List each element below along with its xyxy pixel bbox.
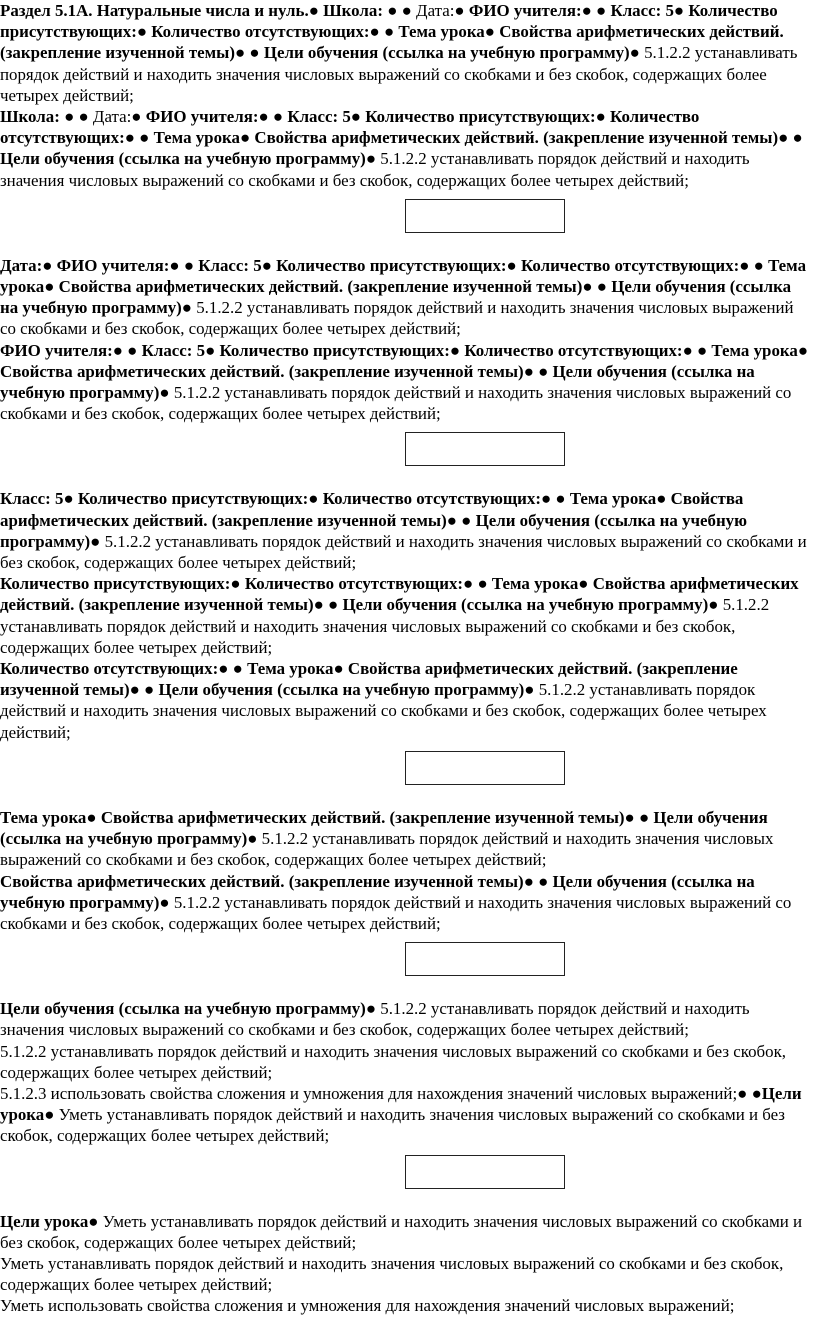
text-run: Уметь устанавливать порядок действий и находить значения числовых выражений со скобками и без скобок, содержащих более четырех действий; [0, 1211, 803, 1252]
paragraph [0, 1211, 816, 1253]
answer-box-row [0, 424, 816, 488]
text-run: Количество отсутствующих: [151, 22, 370, 42]
text-run: Количество присутствующих: [0, 574, 231, 594]
text-run: ● [205, 340, 220, 360]
paragraph [0, 658, 816, 743]
answer-box [405, 751, 565, 785]
text-run: Тема урока [491, 574, 579, 594]
text-run: ● [449, 340, 465, 360]
text-run: Количество присутствующих: [77, 489, 309, 509]
text-run: 5.1.2.3 использовать свойства сложения и умножения для нахождения значений числовых выражений; [0, 1083, 738, 1103]
text-run: Класс: 5 [0, 489, 64, 509]
text-run: Тема урока [0, 255, 807, 297]
text-run: Количество отсутствующих: [322, 489, 541, 509]
text-run: ● [86, 807, 101, 827]
text-run: Цели обучения (ссылка на учебную программу) [342, 595, 709, 615]
paragraph [0, 998, 816, 1040]
text-run: ● [230, 574, 245, 594]
answer-box [405, 942, 565, 976]
text-run: Уметь использовать свойства сложения и умножения для нахождения значений числовых выражений; [0, 1296, 735, 1316]
text-run: ● [88, 1211, 103, 1231]
text-run: ФИО учителя: [0, 340, 113, 360]
text-run: ● ● [258, 107, 288, 127]
text-run: ● [656, 489, 671, 509]
text-run: Свойства арифметических действий. (закрепление изученной темы) [0, 871, 524, 891]
answer-box [405, 1155, 565, 1189]
text-run: Школа: [323, 1, 388, 20]
text-run: ● [42, 255, 57, 275]
text-run: Свойства арифметических действий. (закрепление изученной темы) [254, 128, 779, 148]
text-run: ● [159, 892, 174, 912]
text-run: Цели урока [0, 1083, 802, 1125]
text-run: Тема урока [398, 22, 485, 42]
text-run: ● [308, 1, 324, 20]
text-run: 5.1.2.2 устанавливать порядок действий и находить значения числовых выражений со скобками и без скобок, содержащих более четырех действий; [0, 531, 807, 573]
paragraph [0, 1253, 816, 1295]
text-run: ● [454, 1, 469, 20]
text-run: Дата: [416, 1, 455, 20]
text-run: 5.1.2.2 устанавливать порядок действий и находить значения числовых выражений со скобками и без скобок, содержащих более четырех действий; [0, 298, 794, 339]
text-run: ● [595, 107, 611, 127]
text-run: ● [261, 255, 277, 275]
text-run: 5.1.2.2 устанавливать порядок действий и находить значения числовых выражений со скобками и без скобок, содержащих более четырех действий; [0, 999, 750, 1040]
text-run: ● [131, 107, 146, 127]
text-run: Количество отсутствующих: [520, 255, 740, 275]
text-run: ● [239, 128, 255, 148]
text-run: ФИО учителя: [145, 107, 259, 127]
text-run: ● ● [582, 277, 612, 297]
text-run: ● ● [682, 340, 712, 360]
text-run: ● ● [124, 128, 154, 148]
text-run: Цели урока [0, 1211, 89, 1231]
text-run: ● ● [778, 128, 803, 148]
text-run: Количество отсутствующих: [244, 574, 464, 594]
text-run: Цели обучения (ссылка на учебную программу) [0, 277, 792, 318]
text-run: ● ● [387, 1, 417, 20]
paragraph [0, 1295, 816, 1316]
answer-box [405, 432, 565, 466]
paragraph [0, 573, 816, 658]
text-run: Дата: [92, 107, 132, 127]
text-run: ● [181, 298, 197, 318]
text-run: ● [629, 43, 645, 63]
text-run: 5.1.2.2 устанавливать порядок действий и находить значения числовых выражений со скобками и без скобок, содержащих более четырех действий; [0, 892, 792, 933]
text-run: Уметь устанавливать порядок действий и находить значения числовых выражений со скобками и без скобок, содержащих более четырех действий; [0, 1105, 785, 1146]
text-run: Количество отсутствующих: [464, 340, 683, 360]
text-run: Свойства арифметических действий. (закрепление изученной темы) [0, 361, 524, 381]
text-run: Дата: [0, 255, 43, 275]
text-run: ● ● [624, 807, 654, 827]
text-run: Количество отсутствующих: [0, 659, 219, 679]
text-run: 5.1.2.2 устанавливать порядок действий и находить значения числовых выражений со скобками и без скобок, содержащих более четырех действий; [0, 1041, 786, 1082]
text-run: ФИО учителя: [468, 1, 582, 20]
text-run: Свойства арифметических действий. (закрепление изученной темы) [58, 277, 583, 297]
text-run: Количество присутствующих: [276, 255, 507, 275]
text-run: 5.1.2.2 устанавливать порядок действий и находить значения числовых выражений со скобками и без скобок, содержащих более четырех действий; [0, 43, 798, 105]
text-run: ● [365, 149, 381, 169]
text-run: Цели обучения (ссылка на учебную программу) [158, 680, 525, 700]
text-run: ● [247, 829, 262, 849]
text-run: Раздел 5.1А. Натуральные числа и нуль. [0, 1, 309, 20]
paragraph [0, 488, 816, 573]
text-run: ● ● [129, 680, 159, 700]
paragraph [0, 807, 816, 871]
answer-box-row [0, 934, 816, 998]
text-run: ● ● [523, 361, 553, 381]
text-run: Свойства арифметических действий. (закрепление изученной темы) [0, 659, 738, 700]
text-run: ● ● [64, 107, 93, 127]
text-run: 5.1.2.2 устанавливать порядок действий и находить значения числовых выражений со скобками и без скобок, содержащих более четырех действий; [0, 680, 767, 742]
text-run: Количество присутствующих: [0, 1, 778, 42]
answer-box-row [0, 191, 816, 255]
paragraph [0, 0, 816, 106]
text-run: ● ● [112, 340, 142, 360]
text-run: ● [365, 999, 381, 1019]
text-run: Количество отсутствующих: [0, 107, 700, 148]
text-run: ● [578, 574, 593, 594]
text-run: ● ● [169, 255, 199, 275]
text-run: Свойства арифметических действий. (закрепление изученной темы) [0, 22, 784, 63]
text-run: Класс: 5 [287, 107, 351, 127]
paragraph [0, 255, 816, 340]
text-run: Свойства арифметических действий. (закрепление изученной темы) [0, 489, 744, 530]
text-run: ● [44, 277, 59, 297]
text-run: 5.1.2.2 устанавливать порядок действий и находить значения числовых выражений со скобками и без скобок, содержащих более четырех действий; [0, 149, 750, 190]
text-run: ● ● [369, 22, 399, 42]
text-run: Цели обучения (ссылка на учебную программу) [0, 807, 768, 849]
text-run: 5.1.2.2 устанавливать порядок действий и находить значения числовых выражений со скобками и без скобок, содержащих более четырех действий; [0, 383, 792, 424]
answer-box [405, 199, 565, 233]
text-run: Количество присутствующих: [219, 340, 450, 360]
text-run: Тема урока [711, 340, 798, 360]
text-run: Тема урока [153, 128, 240, 148]
text-run: Цели обучения (ссылка на учебную программу) [0, 510, 748, 551]
text-run: ● [308, 489, 323, 509]
paragraph [0, 1041, 816, 1083]
text-run: ● [63, 489, 78, 509]
text-run: ● [673, 1, 689, 20]
text-run: Цели обучения (ссылка на учебную программу) [0, 999, 366, 1019]
text-run: ● [90, 531, 105, 551]
text-run: Школа: [0, 107, 65, 127]
text-run: ● [159, 383, 174, 403]
text-run: ● ● [234, 43, 264, 63]
text-run: ● [136, 22, 152, 42]
text-run: ● ● [739, 255, 769, 275]
text-run: Цели обучения (ссылка на учебную программу) [0, 361, 755, 403]
text-run: ● ● [581, 1, 611, 20]
text-run: ● [708, 595, 723, 615]
text-run: Класс: 5 [610, 1, 674, 20]
text-run: Свойства арифметических действий. (закрепление изученной темы) [0, 574, 799, 615]
text-run: ● ● [313, 595, 343, 615]
text-run: ● [350, 107, 366, 127]
paragraph [0, 1083, 816, 1147]
text-run: Уметь устанавливать порядок действий и находить значения числовых выражений со скобками и без скобок, содержащих более четырех действий; [0, 1253, 784, 1295]
answer-box-row [0, 743, 816, 807]
text-run: Класс: 5 [141, 340, 206, 360]
text-run: Свойства арифметических действий. (закрепление изученной темы) [100, 807, 625, 827]
text-run: ● ● [737, 1083, 762, 1103]
text-run: Тема урока [247, 659, 334, 679]
paragraph [0, 871, 816, 935]
text-run: ● ● [463, 574, 492, 594]
text-run: ● [484, 22, 500, 42]
text-run: Тема урока [0, 807, 87, 827]
paragraph [0, 106, 816, 191]
paragraph [0, 340, 816, 425]
text-run: ● ● [446, 510, 476, 530]
text-run: ● ● [540, 489, 570, 509]
text-run: 5.1.2.2 устанавливать порядок действий и находить значения числовых выражений со скобками и без скобок, содержащих более четырех действий; [0, 829, 774, 870]
text-run: Цели обучения (ссылка на учебную программу) [0, 871, 755, 912]
text-run: ● [333, 659, 348, 679]
text-run: ФИО учителя: [56, 255, 170, 275]
text-run: Тема урока [569, 489, 657, 509]
text-run: ● [797, 340, 809, 360]
text-run: 5.1.2.2 устанавливать порядок действий и находить значения числовых выражений со скобками и без скобок, содержащих более четырех действий; [0, 595, 770, 657]
text-run: Цели обучения (ссылка на учебную программу) [263, 43, 630, 63]
text-run: ● ● [523, 871, 553, 891]
text-run: ● [524, 680, 539, 700]
text-run: ● [506, 255, 521, 275]
text-run: Класс: 5 [198, 255, 262, 275]
text-run: Количество присутствующих: [365, 107, 596, 127]
text-run: Цели обучения (ссылка на учебную программу) [0, 149, 366, 169]
text-run: ● ● [218, 659, 248, 679]
answer-box-row [0, 1147, 816, 1211]
text-run: ● [44, 1105, 59, 1125]
